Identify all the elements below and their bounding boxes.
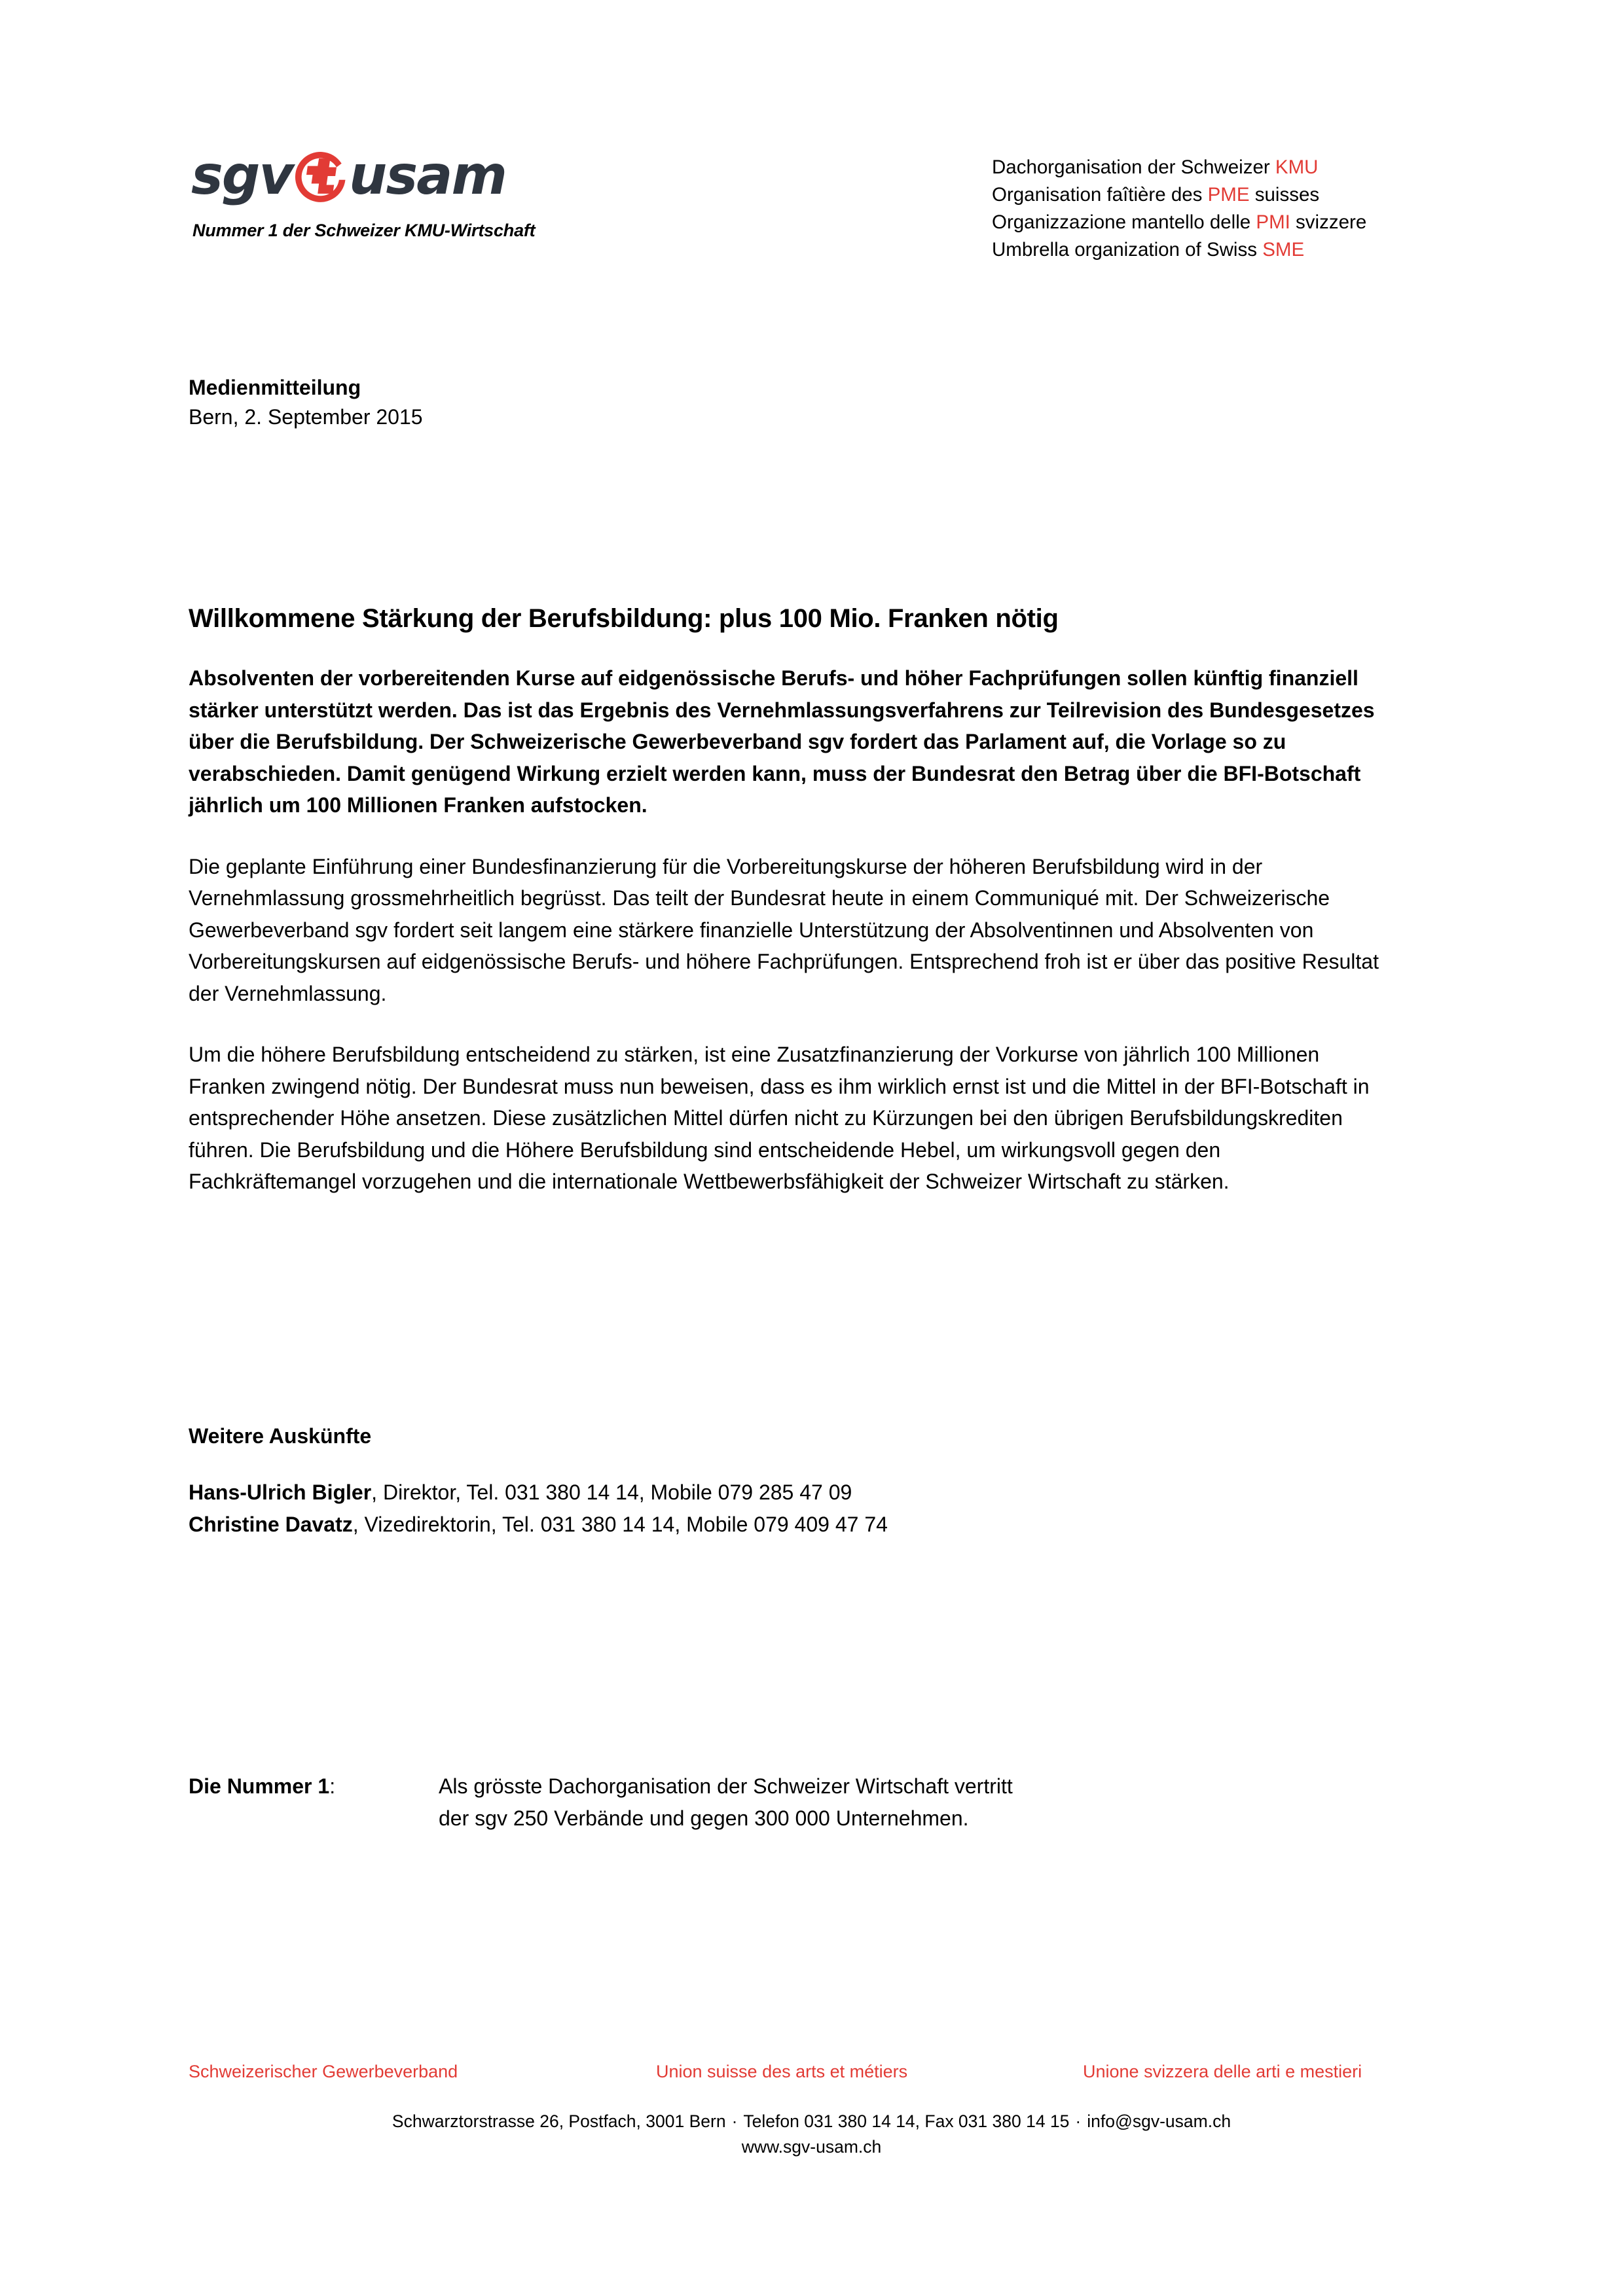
acronym-pmi: PMI <box>1256 211 1290 233</box>
footer-separator-1: · <box>731 2111 738 2131</box>
footer-phone: Telefon 031 380 14 14, Fax 031 380 14 15 <box>743 2111 1070 2131</box>
lang-line-it: Organizzazione mantello delle PMI svizzere <box>992 211 1367 233</box>
contact-details-1: , Direktor, Tel. 031 380 14 14, Mobile 079 285 47 09 <box>371 1480 852 1504</box>
footer-street-address: Schwarztorstrasse 26, Postfach, 3001 Bern <box>392 2111 726 2131</box>
further-information-section <box>189 1420 1393 1540</box>
acronym-kmu: KMU <box>1275 156 1319 178</box>
footer-email[interactable]: info@sgv-usam.ch <box>1087 2111 1231 2131</box>
acronym-pme: PME <box>1207 184 1250 206</box>
document-meta <box>189 373 423 432</box>
contact-person-2 <box>189 1509 1393 1541</box>
lead-paragraph: Absolventen der vorbereitenden Kurse auf eidgenössische Berufs- und höher Fachprüfungen sollen künftig finanziell stärker unterstützt werden. Das ist das Ergebnis des Vernehmlassungsverfahrens zur Teilrevision des Bundesgesetzes über die Berufsbildung. Der Schweizerische Gewerbeverband sgv fordert das Parlament auf, die Vorlage so zu verabschieden. Damit genügend Wirkung erzielt werden kann, muss der Bundesrat den Betrag über die BFI-Botschaft jährlich um 100 Millionen Franken aufstocken. <box>189 666 1375 817</box>
logo-wordmark <box>191 141 594 211</box>
contact-name-1: Hans-Ulrich Bigler <box>189 1480 372 1504</box>
letterhead <box>189 141 1434 272</box>
logo-tagline: Nummer 1 der Schweizer KMU-Wirtschaft <box>192 221 536 240</box>
acronym-sme: SME <box>1262 239 1305 260</box>
logo-text-sgv: sgv <box>191 145 293 207</box>
lang-line-fr: Organisation faîtière des PME suisses <box>992 184 1320 206</box>
lang-line-de: Dachorganisation der Schweizer KMU <box>992 156 1319 178</box>
footer-org-fr: Union suisse des arts et métiers <box>656 2062 908 2081</box>
footer-address-line <box>189 2109 1434 2134</box>
footer-org-de: Schweizerischer Gewerbeverband <box>189 2062 458 2081</box>
footer-website[interactable]: www.sgv-usam.ch <box>741 2137 882 2157</box>
swiss-cross-emblem-icon <box>290 145 353 207</box>
document-type: Medienmitteilung <box>189 376 361 399</box>
lang-line-en: Umbrella organization of Swiss SME <box>992 239 1305 260</box>
footer-contact-details <box>189 2109 1434 2160</box>
page-footer <box>189 2062 1434 2160</box>
footer-separator-2: · <box>1075 2111 1082 2131</box>
contact-person-1 <box>189 1477 1393 1509</box>
boilerplate-line-2: der sgv 250 Verbände und gegen 300 000 Unternehmen. <box>439 1806 969 1830</box>
boilerplate-section <box>189 1770 1393 1834</box>
contact-details-2: , Vizedirektorin, Tel. 031 380 14 14, Mobile 079 409 47 74 <box>352 1512 888 1536</box>
boilerplate-label-text: Die Nummer 1 <box>189 1774 330 1798</box>
page-title: Willkommene Stärkung der Berufsbildung: plus 100 Mio. Franken nötig <box>189 604 1059 633</box>
boilerplate-label-colon: : <box>329 1774 336 1798</box>
place-and-date: Bern, 2. September 2015 <box>189 405 423 429</box>
contacts-heading: Weitere Auskünfte <box>189 1424 372 1448</box>
contact-name-2: Christine Davatz <box>189 1512 353 1536</box>
boilerplate-line-1: Als grösste Dachorganisation der Schweizer Wirtschaft vertritt <box>439 1774 1013 1798</box>
press-release-body <box>189 602 1393 1227</box>
sgv-usam-logo <box>189 141 594 241</box>
boilerplate-label <box>189 1770 439 1834</box>
boilerplate-text <box>439 1770 1393 1834</box>
body-paragraph-2: Um die höhere Berufsbildung entscheidend zu stärken, ist eine Zusatzfinanzierung der Vorkurse von jährlich 100 Millionen Franken zwingend nötig. Der Bundesrat muss nun beweisen, dass es ihm wirklich ernst ist und die Mittel in der BFI-Botschaft in entsprechender Höhe ansetzen. Diese zusätzlichen Mittel dürfen nicht zu Kürzungen bei den übrigen Berufsbildungskrediten führen. Die Berufsbildung und die Höhere Berufsbildung sind entscheidende Hebel, um wirkungsvoll gegen den Fachkräftemangel vorzugehen und die internationale Wettbewerbsfähigkeit der Schweizer Wirtschaft zu stärken. <box>189 1043 1370 1193</box>
umbrella-organization-lines <box>992 154 1366 264</box>
footer-organization-names <box>189 2062 1434 2092</box>
footer-org-it: Unione svizzera delle arti e mestieri <box>1083 2062 1362 2081</box>
body-paragraph-1: Die geplante Einführung einer Bundesfinanzierung für die Vorbereitungskurse der höheren Berufsbildung wird in der Vernehmlassung grossmehrheitlich begrüsst. Das teilt der Bundesrat heute in einem Communiqué mit. Der Schweizerische Gewerbeverband sgv fordert seit langem eine stärkere finanzielle Unterstützung der Absolventinnen und Absolventen von Vorbereitungskursen auf eidgenössische Berufs- und höhere Fachprüfungen. Entsprechend froh ist er über das positive Resultat der Vernehmlassung. <box>189 854 1379 1005</box>
logo-text-usam: usam <box>348 145 506 207</box>
